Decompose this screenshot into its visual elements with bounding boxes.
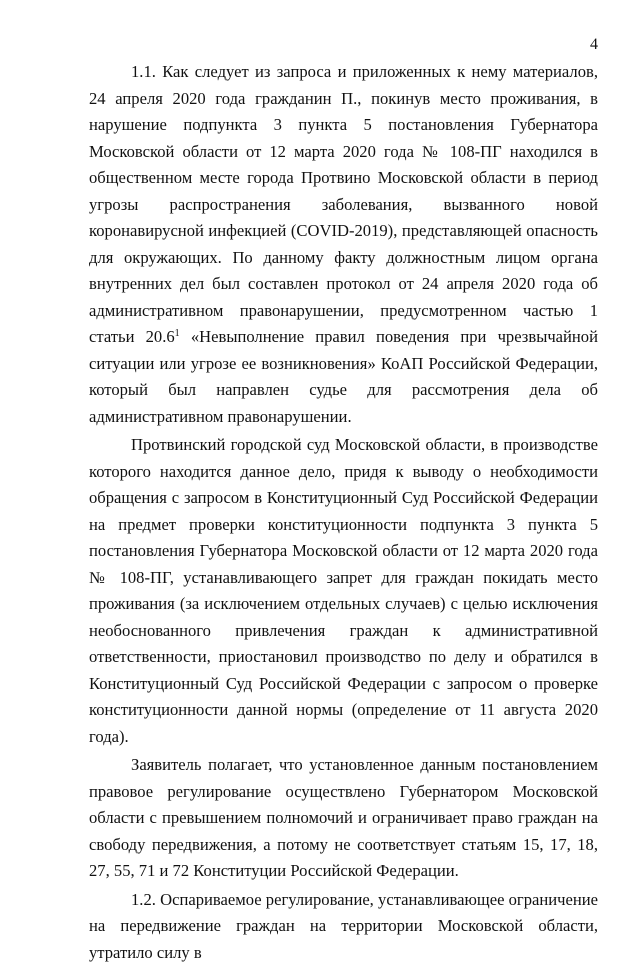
paragraph-1-1-text: 1.1. Как следует из запроса и приложенных к нему материалов, 24 апреля 2020 года гражданин П., покинув место проживания, в нарушение подпункта 3 пункта 5 постановления Губернатора Московской области от 12 марта 2020 года № 108-ПГ находился в общественном месте города Протвино Московской области в период угрозы распространения заболевания, вызванного новой коронавирусной инфекцией (COVID-2019), представляющей опасность для окружающих. По данному факту должностным лицом органа внутренних дел был составлен протокол от 24 апреля 2020 года об административном правонарушении, предусмотренном частью 1 статьи 20.6: [89, 62, 598, 346]
document-body: [89, 59, 598, 966]
paragraph-court-request: Протвинский городской суд Московской области, в производстве которого находится данное дело, придя к выводу о необходимости обращения с запросом в Конституционный Суд Российской Федерации на предмет проверки конституционности подпункта 3 пункта 5 постановления Губернатора Московской области от 12 марта 2020 года № 108-ПГ, устанавливающего запрет для граждан покидать место проживания (за исключением отдельных случаев) с целью исключения необоснованного привлечения граждан к административной ответственности, приостановил производство по делу и обратился в Конституционный Суд Российской Федерации с запросом о проверке конституционности данной нормы (определение от 11 августа 2020 года).: [89, 432, 598, 750]
paragraph-applicant-position: Заявитель полагает, что установленное данным постановлением правовое регулирование осуществлено Губернатором Московской области с превышением полномочий и ограничивает право граждан на свободу передвижения, а потому не соответствует статьям 15, 17, 18, 27, 55, 71 и 72 Конституции Российской Федерации.: [89, 752, 598, 885]
article-superscript: 1: [175, 328, 180, 339]
paragraph-1-1: [89, 59, 598, 430]
page-number: 4: [590, 36, 598, 54]
paragraph-1-1-continuation: «Невыполнение правил поведения при чрезвычайной ситуации или угрозе ее возникновения» КоАП Российской Федерации, который был направлен судье для рассмотрения дела об административном правонарушении.: [89, 327, 598, 426]
paragraph-1-2: 1.2. Оспариваемое регулирование, устанавливающее ограничение на передвижение граждан на территории Московской области, утратило силу в: [89, 887, 598, 966]
